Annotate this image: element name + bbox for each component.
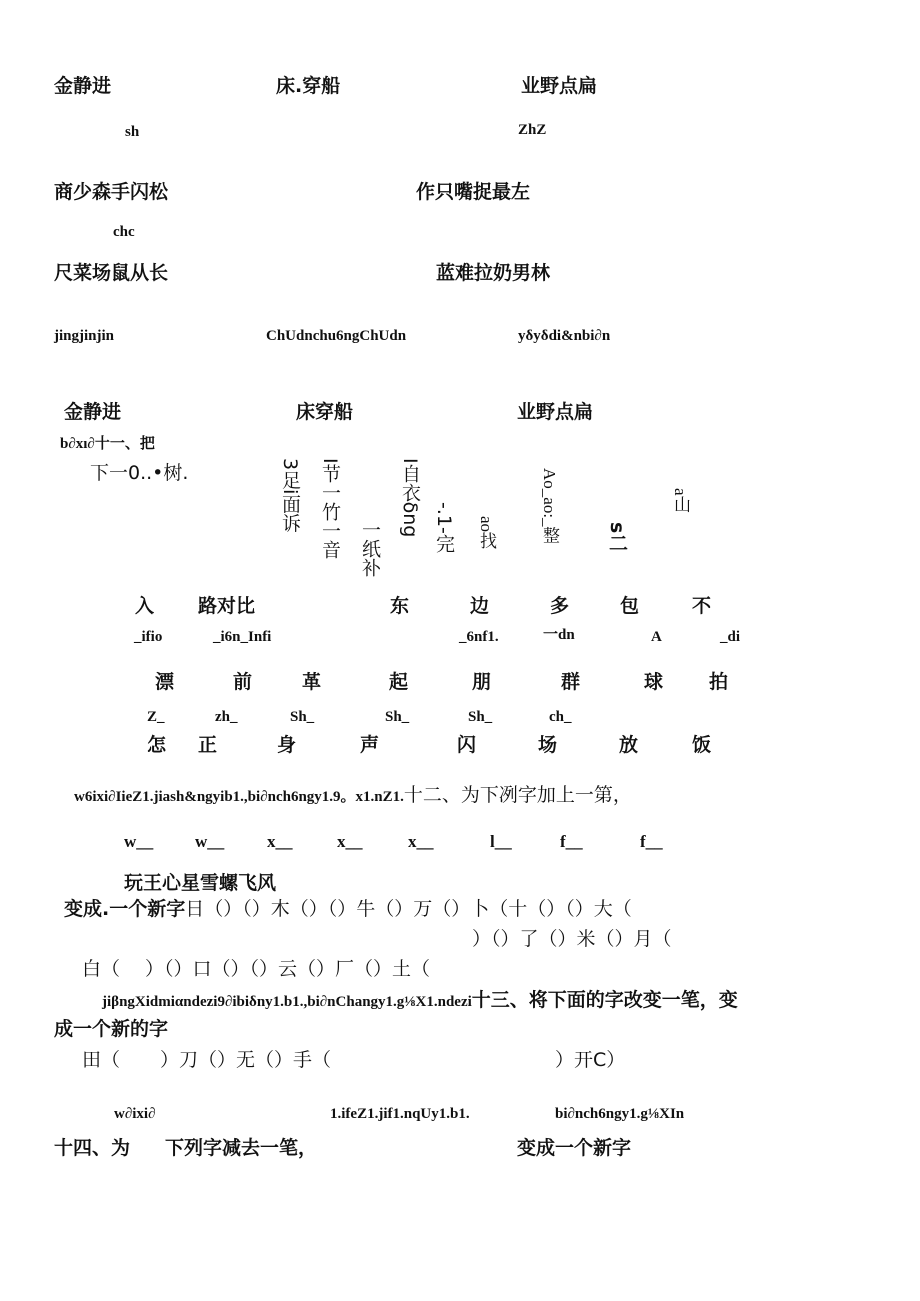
section-11-subtitle: 下一0..•树. (90, 462, 189, 484)
character: 漂 (155, 671, 175, 693)
pinyin-blank: _di (720, 629, 741, 645)
section-14-title: 变成一个新字 (517, 1137, 632, 1159)
character: 正 (198, 734, 218, 756)
section-13-pinyin: jiβngXidmiαndezi9∂ibiδny1.b1.,bi∂nChangy1.g⅛X1.ndezi (102, 994, 472, 1010)
pinyin-blank: _ifio (134, 629, 163, 645)
pinyin-blank: f__ (560, 832, 583, 851)
pinyin-line: jingjinjin (54, 328, 115, 344)
character: 革 (302, 671, 322, 693)
word-group-4: 商少森手闪松 (54, 181, 169, 203)
vertical-text: I节一竹一音 (319, 458, 341, 559)
word-group-6: 尺菜场鼠从长 (54, 262, 169, 284)
pinyin-hint: chc (113, 224, 135, 240)
section-14-pinyin: bi∂nch6ngy1.g⅛XIn (555, 1106, 685, 1122)
word-group-8: 金静进 (64, 401, 122, 423)
section-12-words: 玩王心星雪螺飞风 (124, 872, 277, 894)
section-13-blank: ）刀（）无（）手（ (160, 1049, 332, 1071)
pinyin-blank: w__ (195, 832, 225, 851)
character: 拍 (709, 671, 729, 693)
pinyin-blank: x__ (408, 832, 434, 851)
pinyin-blank: f__ (640, 832, 663, 851)
section-13-title: 十三、将下面的字改变一笔，变 (471, 989, 738, 1011)
section-11-pinyin: b∂xı∂十一、把 (60, 436, 155, 452)
character: 朋 (472, 671, 492, 693)
pinyin-blank: Sh_ (468, 709, 493, 725)
vertical-text: 一纸补 (359, 520, 381, 577)
section-12-title: 十二、为下冽字加上一第， (403, 784, 632, 806)
character: 身 (277, 734, 297, 756)
pinyin-hint: sh (125, 124, 140, 140)
pinyin-blank: _i6n_Infi (213, 629, 272, 645)
pinyin-blank: zh_ (215, 709, 238, 725)
section-11-title (60, 433, 155, 452)
pinyin-blank: Sh_ (385, 709, 410, 725)
character: 放 (619, 734, 639, 756)
character: 东 (390, 595, 410, 617)
pinyin-blank: l__ (490, 832, 512, 851)
section-13-heading (102, 991, 738, 1010)
section-12-heading (74, 786, 632, 805)
word-group-3: 业野点扁 (521, 75, 598, 97)
character: 群 (561, 671, 581, 693)
character: 场 (538, 734, 558, 756)
section-12-blanks-a: 日（）（）木（）（）牛（）万（）卜（十（）（）大（ (185, 898, 632, 920)
pinyin-blank: Z_ (147, 709, 165, 725)
pinyin-blank: 一dn (543, 627, 575, 643)
section-13-blank: ）开C） (555, 1049, 626, 1071)
word-group-7: 蓝难拉奶男林 (436, 262, 551, 284)
section-12-blanks-c: 白（ ）（）口（）（）云（）厂（）土（ (82, 958, 431, 980)
section-12-line-a (64, 900, 632, 919)
vertical-text: Ao_ao:_整 (540, 468, 559, 544)
vertical-text: ao找 (477, 516, 496, 550)
section-14-title: 下列字减去一笔， (165, 1137, 318, 1159)
pinyin-hint: ZhZ (518, 122, 547, 138)
character: 入 (135, 595, 155, 617)
pinyin-line: yδyδdi&nbi∂n (518, 328, 611, 344)
vertical-text: 3足i面诉 (279, 458, 301, 533)
character: 前 (233, 671, 253, 693)
pinyin-blank: x__ (267, 832, 293, 851)
pinyin-blank: Sh_ (290, 709, 315, 725)
section-13-title-cont: 成一个新的字 (54, 1018, 169, 1040)
character: 饭 (692, 734, 712, 756)
word-group-10: 业野点扁 (517, 401, 594, 423)
character: 声 (360, 734, 380, 756)
section-12-instruction: 变成.一个新字 (64, 898, 186, 920)
pinyin-blank: ch_ (549, 709, 572, 725)
pinyin-line: ChUdnchu6ngChUdn (266, 328, 407, 344)
section-14-title: 十四、为 (54, 1137, 131, 1159)
vertical-text: I自衣δng (399, 458, 421, 538)
vertical-text: s二 (606, 522, 628, 553)
word-group-1: 金静进 (54, 75, 112, 97)
word-group-5: 作只嘴捉最左 (416, 181, 531, 203)
word-group-2: 床.穿船 (276, 75, 341, 97)
character: 起 (389, 671, 409, 693)
section-14-pinyin: 1.ifeZ1.jif1.nqUy1.b1. (330, 1106, 470, 1122)
character: 路对比 (198, 595, 256, 617)
section-12-pinyin: w6ixi∂IieZ1.jiash&ngyib1.,bi∂nch6ngy1.9。x1.nZ1. (74, 789, 404, 805)
section-13-blank: 田（ (82, 1049, 121, 1071)
character: 不 (692, 595, 712, 617)
pinyin-blank: A (651, 629, 662, 645)
character: 球 (644, 671, 664, 693)
character: 包 (620, 595, 640, 617)
character: 多 (550, 595, 570, 617)
pinyin-blank: w__ (124, 832, 154, 851)
section-14-pinyin: w∂ixi∂ (114, 1106, 156, 1122)
vertical-text: -.1-完 (433, 502, 455, 553)
character: 闪 (457, 734, 477, 756)
pinyin-blank: _6nf1. (459, 629, 499, 645)
section-12-blanks-b: ）（）了（）米（）月（ (472, 928, 672, 950)
pinyin-blank: x__ (337, 832, 363, 851)
word-group-9: 床穿船 (296, 401, 354, 423)
character: 边 (470, 595, 490, 617)
character: 怎 (147, 734, 167, 756)
vertical-text: a山 (671, 488, 690, 513)
